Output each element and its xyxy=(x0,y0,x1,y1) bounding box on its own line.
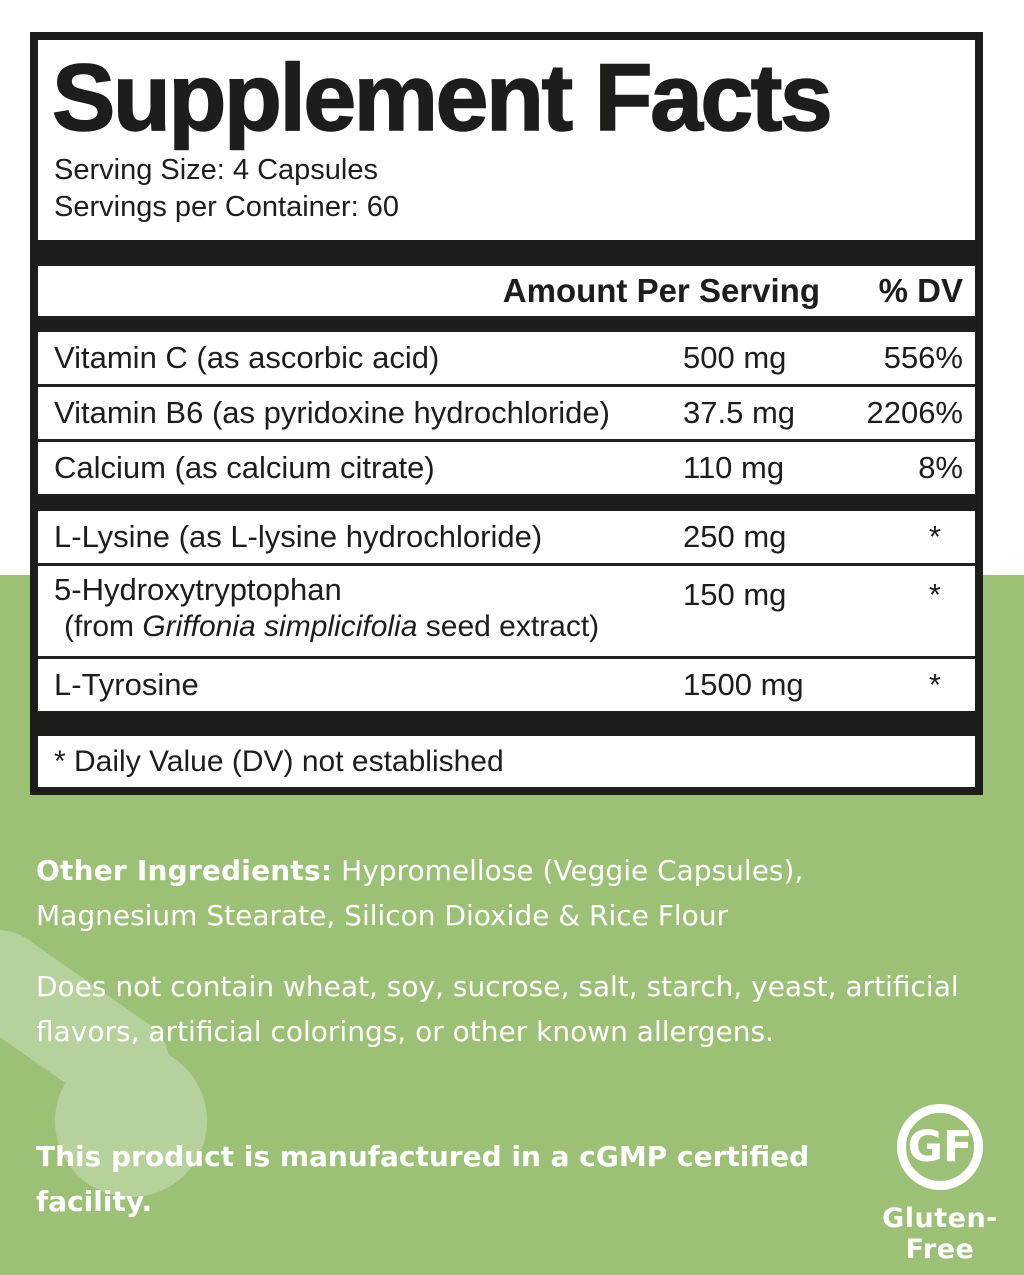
supplement-facts-panel xyxy=(30,32,983,795)
ingredient-dv: 8% xyxy=(918,450,963,485)
ingredient-amount: 110 mg xyxy=(683,450,785,485)
divider-bar-bottom xyxy=(38,711,975,736)
amount-per-serving-header: Amount Per Serving xyxy=(502,272,820,309)
ingredient-amount: 250 mg xyxy=(683,519,787,554)
ingredient-dv: 556% xyxy=(883,340,963,375)
ingredient-amount: 1500 mg xyxy=(683,667,804,702)
percent-dv-header: % DV xyxy=(878,272,963,309)
table-header-row xyxy=(38,266,975,316)
serving-size-text: Serving Size: 4 Capsules xyxy=(54,154,378,186)
table-row xyxy=(38,442,975,494)
latin-name: Griffonia simplicifolia xyxy=(142,610,418,643)
ingredient-name xyxy=(54,572,683,646)
other-ingredients-label: Other Ingredients: xyxy=(36,854,333,887)
ingredient-amount: 500 mg xyxy=(683,340,787,375)
other-ingredients-text: Hypromellose (Veggie Capsules), Magnesium Stearate, Silicon Dioxide & Rice Flour xyxy=(36,854,804,932)
servings-per-container-text: Servings per Container: 60 xyxy=(54,191,399,223)
allergen-paragraph: Does not contain wheat, soy, sucrose, salt, starch, yeast, artificial flavors, artificial colorings, or other known allergens. xyxy=(36,970,959,1048)
ingredient-dv: 2206% xyxy=(866,395,963,430)
table-row xyxy=(38,659,975,711)
gluten-free-badge xyxy=(858,1104,1022,1265)
divider-bar-top xyxy=(38,240,975,266)
ingredient-name: L-Tyrosine xyxy=(54,667,199,702)
supplement-facts-title: Supplement Facts xyxy=(52,45,831,151)
ingredient-dv: * xyxy=(928,577,941,612)
other-ingredients-paragraph xyxy=(36,848,936,938)
daily-value-footnote: * Daily Value (DV) not established xyxy=(54,745,504,778)
ingredient-name-line1: 5-Hydroxytryptophan xyxy=(54,572,342,607)
table-row xyxy=(38,566,975,656)
ingredient-name: Vitamin B6 (as pyridoxine hydrochloride) xyxy=(54,395,610,430)
ingredient-name: Calcium (as calcium citrate) xyxy=(54,450,435,485)
table-row xyxy=(38,387,975,439)
gluten-free-label: Gluten-Free xyxy=(882,1203,998,1265)
divider-bar-middle xyxy=(38,494,975,511)
ingredient-dv: * xyxy=(928,519,941,554)
ingredient-name-line2: (from Griffonia simplicifolia seed extract) xyxy=(64,610,600,643)
ingredient-amount: 37.5 mg xyxy=(683,395,796,430)
ingredient-dv: * xyxy=(928,667,941,702)
gluten-free-initials: GF xyxy=(907,1121,973,1172)
gluten-free-icon xyxy=(897,1104,983,1190)
table-row xyxy=(38,332,975,384)
divider-bar-header xyxy=(38,316,975,332)
ingredient-name: L-Lysine (as L-lysine hydrochloride) xyxy=(54,519,543,554)
ingredient-amount: 150 mg xyxy=(683,577,787,612)
ingredient-name: Vitamin C (as ascorbic acid) xyxy=(54,340,440,375)
table-row xyxy=(38,511,975,563)
cgmp-paragraph: This product is manufactured in a cGMP certified facility. xyxy=(36,1140,810,1218)
